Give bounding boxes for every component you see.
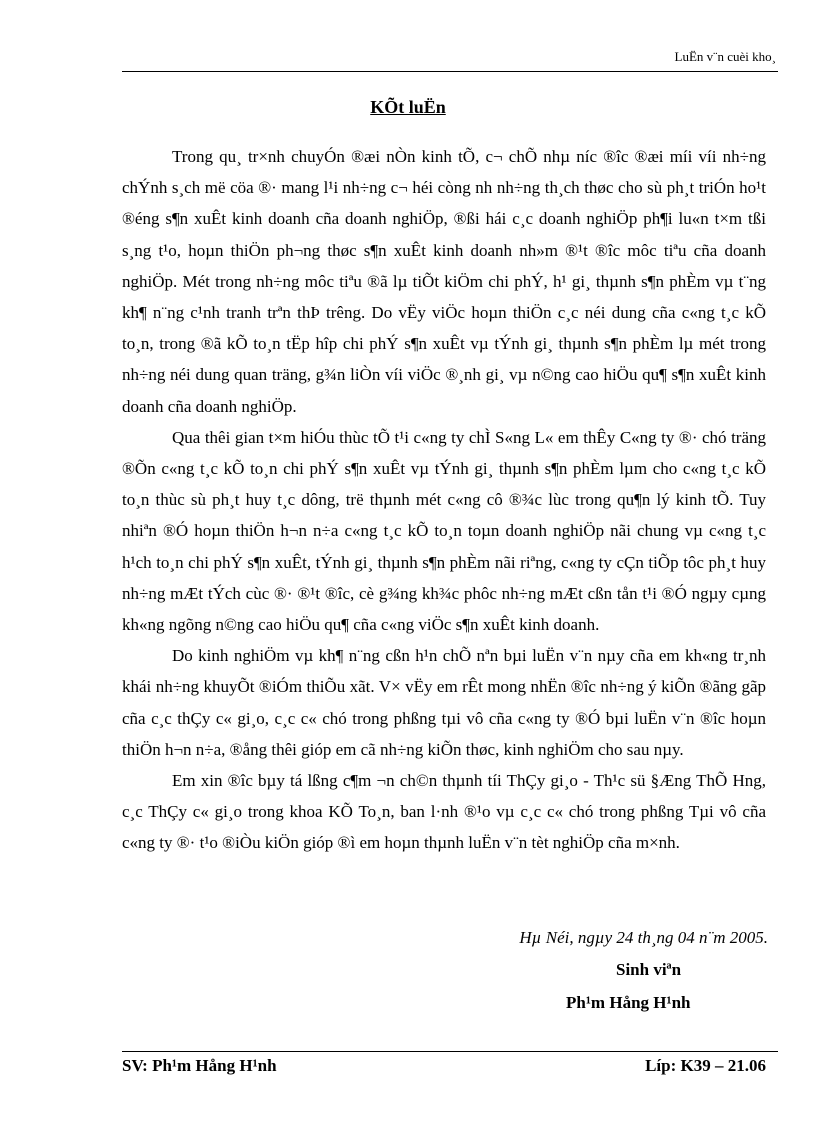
footer-class: Líp: K39 – 21.06 (645, 1056, 766, 1075)
footer-student: SV: Ph¹m Hång H¹nh (122, 1056, 277, 1075)
signature-name: Ph¹m Hång H¹nh (566, 993, 691, 1012)
footer-rule (122, 1051, 778, 1052)
paragraph: Em xin ®îc bµy tá lßng c¶m ¬n ch©n thµnh tíi ThÇy gi¸o - Th¹c sü §Æng ThÕ Hng, c¸c ThÇy c« gi¸o trong khoa KÕ To¸n, ban l·nh ®¹o vµ c¸c c« chó trong phßng Tµi vô cña c«ng ty ®· t¹o ®iÒu kiÖn gióp ®ì em hoµn thµnh luËn v¨n tèt nghiÖp cña m×nh. (122, 771, 766, 853)
running-header: LuËn v¨n cuèi kho¸ (674, 49, 776, 64)
signature-date: Hµ Néi, ngµy 24 th¸ng 04 n¨m 2005. (519, 928, 768, 947)
body-text (122, 141, 766, 859)
paragraph: Do kinh nghiÖm vµ kh¶ n¨ng cßn h¹n chÕ nªn bµi luËn v¨n nµy cña em kh«ng tr¸nh khái nh÷ng khuyÕt ®iÓm thiÕu xãt. V× vËy em rÊt mong nhËn ®îc nh÷ng ý kiÕn ®ãng gãp cña c¸c thÇy c« gi¸o, c¸c c« chó trong phßng tµi vô cña c«ng ty ®Ó bµi luËn v¨n ®îc hoµn thiÖn h¬n n÷a, ®ång thêi gióp em cã nh÷ng kiÕn thøc, kinh nghiÖm cho sau nµy. (122, 646, 766, 759)
paragraph: Qua thêi gian t×m hiÓu thùc tÕ t¹i c«ng ty chÌ S«ng L« em thÊy C«ng ty ®· chó träng ®Õn c«ng t¸c kÕ to¸n chi phÝ s¶n xuÊt vµ tÝnh gi¸ thµnh s¶n phÈm lµm cho c«ng t¸c kÕ to¸n thùc sù ph¸t huy t¸c dông, trë thµnh mét c«ng cô ®¾c lùc trong qu¶n lý kinh tÕ. Tuy nhiªn ®Ó hoµn thiÖn h¬n n÷a c«ng t¸c kÕ to¸n toµn doanh nghiÖp nãi chung vµ c«ng t¸c h¹ch to¸n chi phÝ s¶n xuÊt, tÝnh gi¸ thµnh s¶n phÈm nãi riªng, c«ng ty cÇn tiÕp tôc ph¸t huy nh÷ng mÆt tÝch cùc ®· ®¹t ®îc, cè g¾ng kh¾c phôc nh÷ng mÆt cßn tån t¹i ®Ó ngµy cµng kh«ng ngõng n©ng cao hiÖu qu¶ cña c«ng viÖc s¶n xuÊt kinh doanh. (122, 427, 766, 635)
page-title: KÕt luËn (370, 97, 446, 117)
signature-role: Sinh viªn (616, 960, 682, 979)
paragraph: Trong qu¸ tr×nh chuyÓn ®æi nÒn kinh tÕ, c¬ chÕ nhµ níc ®îc ®æi míi víi nh÷ng chÝnh s¸ch më cöa ®· mang l¹i nh÷ng c¬ héi còng nh nh÷ng th¸ch thøc cho sù ph¸t triÓn ho¹t ®éng s¶n xuÊt kinh doanh cña doanh nghiÖp, ®ßi hái c¸c doanh nghiÖp ph¶i lu«n t×m tßi s¸ng t¹o, hoµn thiÖn ph¬ng thøc s¶n xuÊt kinh doanh nh»m ®¹t ®îc môc tiªu cña doanh nghiÖp. Mét trong nh÷ng môc tiªu ®ã lµ tiÕt kiÖm chi phÝ, h¹ gi¸ thµnh s¶n phÈm vµ t¨ng kh¶ n¨ng c¹nh tranh trªn thÞ trêng. Do vËy viÖc hoµn thiÖn c¸c néi dung cña c«ng t¸c kÕ to¸n, trong ®ã kÕ to¸n tËp hîp chi phÝ s¶n xuÊt vµ tÝnh gi¸ thµnh s¶n phÈm lµ mét trong nh÷ng néi dung quan träng, g¾n liÒn víi viÖc ®¸nh gi¸ vµ n©ng cao hiÖu qu¶ s¶n xuÊt kinh doanh cña doanh nghiÖp. (122, 147, 766, 416)
header-rule (122, 71, 778, 72)
